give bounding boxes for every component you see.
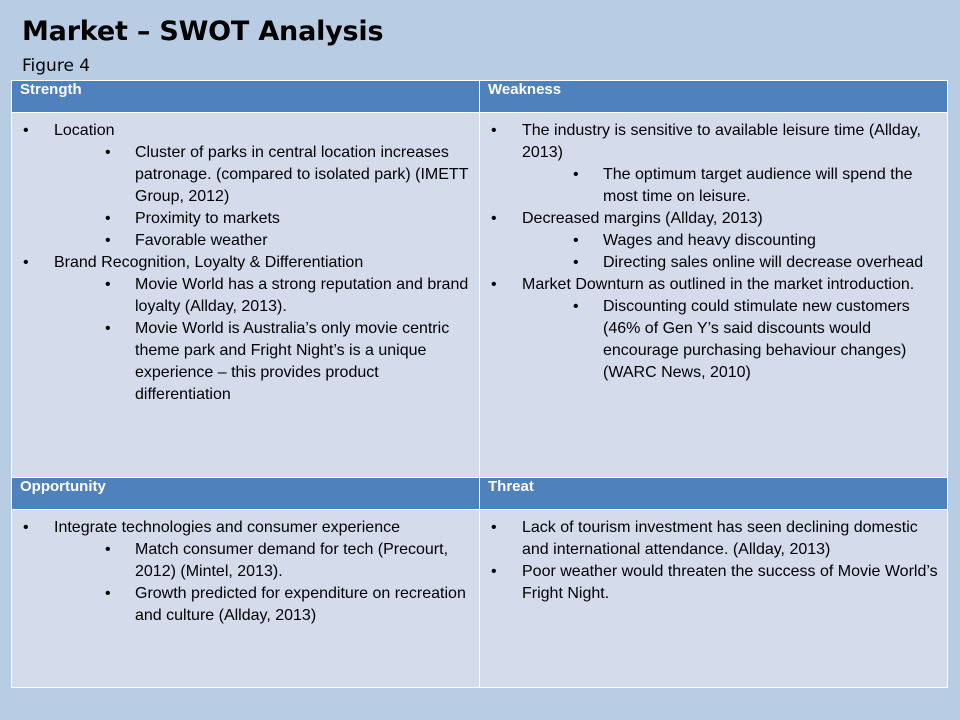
bullet-item: [488, 120, 939, 208]
bullet-text: Market Downturn as outlined in the market introduction.: [522, 276, 915, 293]
bullet-text: Brand Recognition, Loyalty & Differentiation: [54, 254, 364, 271]
threat-list: [488, 517, 939, 605]
strength-list: [20, 120, 471, 406]
strength-cell: [12, 113, 480, 478]
bullet-item: [20, 120, 471, 252]
threat-header: Threat: [480, 478, 948, 510]
weakness-header: Weakness: [480, 81, 948, 113]
sub-bullet-item: • Movie World is Australia’s only movie centric theme park and Fright Night’s is a unique experience – this provides product differentiation: [54, 318, 471, 406]
threat-cell: [480, 510, 948, 688]
sub-bullet-item: • The optimum target audience will spend the most time on leisure.: [522, 164, 939, 208]
opportunity-header: Opportunity: [12, 478, 480, 510]
opportunity-cell: [12, 510, 480, 688]
bullet-text: Poor weather would threaten the success of Movie World’s Fright Night.: [522, 563, 938, 602]
bullet-item: [488, 208, 939, 274]
sub-bullet-item: • Discounting could stimulate new customers (46% of Gen Y’s said discounts would encourage purchasing behaviour changes) (WARC News, 2010): [522, 296, 939, 384]
bullet-item: [488, 561, 939, 605]
weakness-cell: [480, 113, 948, 478]
bullet-item: [20, 517, 471, 627]
content-row-top: [12, 113, 948, 478]
opportunity-list: [20, 517, 471, 627]
weakness-list: [488, 120, 939, 384]
sub-bullet-list: [54, 142, 471, 252]
bullet-item: [488, 517, 939, 561]
sub-bullet-list: [54, 274, 471, 406]
sub-bullet-item: • Cluster of parks in central location increases patronage. (compared to isolated park) (IMETT Group, 2012): [54, 142, 471, 208]
sub-bullet-list: [522, 296, 939, 384]
sub-bullet-item: • Growth predicted for expenditure on recreation and culture (Allday, 2013): [54, 583, 471, 627]
sub-bullet-item: • Match consumer demand for tech (Precourt, 2012) (Mintel, 2013).: [54, 539, 471, 583]
header-row-bottom: [12, 478, 948, 510]
bullet-item: [488, 274, 939, 384]
strength-header: Strength: [12, 81, 480, 113]
bullet-text: The industry is sensitive to available leisure time (Allday, 2013): [522, 122, 921, 161]
sub-bullet-item: • Wages and heavy discounting: [522, 230, 939, 252]
content-row-bottom: [12, 510, 948, 688]
bullet-text: Lack of tourism investment has seen declining domestic and international attendance. (Allday, 2013): [522, 519, 918, 558]
sub-bullet-list: [522, 230, 939, 274]
sub-bullet-list: [522, 164, 939, 208]
sub-bullet-item: • Proximity to markets: [54, 208, 471, 230]
bullet-text: Integrate technologies and consumer experience: [54, 519, 400, 536]
swot-table: [11, 80, 948, 688]
sub-bullet-item: • Favorable weather: [54, 230, 471, 252]
sub-bullet-list: [54, 539, 471, 627]
header-row-top: [12, 81, 948, 113]
sub-bullet-item: • Directing sales online will decrease overhead: [522, 252, 939, 274]
figure-label: Figure 4: [22, 56, 91, 76]
slide-title: Market – SWOT Analysis: [22, 16, 384, 47]
sub-bullet-item: • Movie World has a strong reputation and brand loyalty (Allday, 2013).: [54, 274, 471, 318]
bullet-text: Decreased margins (Allday, 2013): [522, 210, 763, 227]
bullet-item: [20, 252, 471, 406]
bullet-text: Location: [54, 122, 115, 139]
